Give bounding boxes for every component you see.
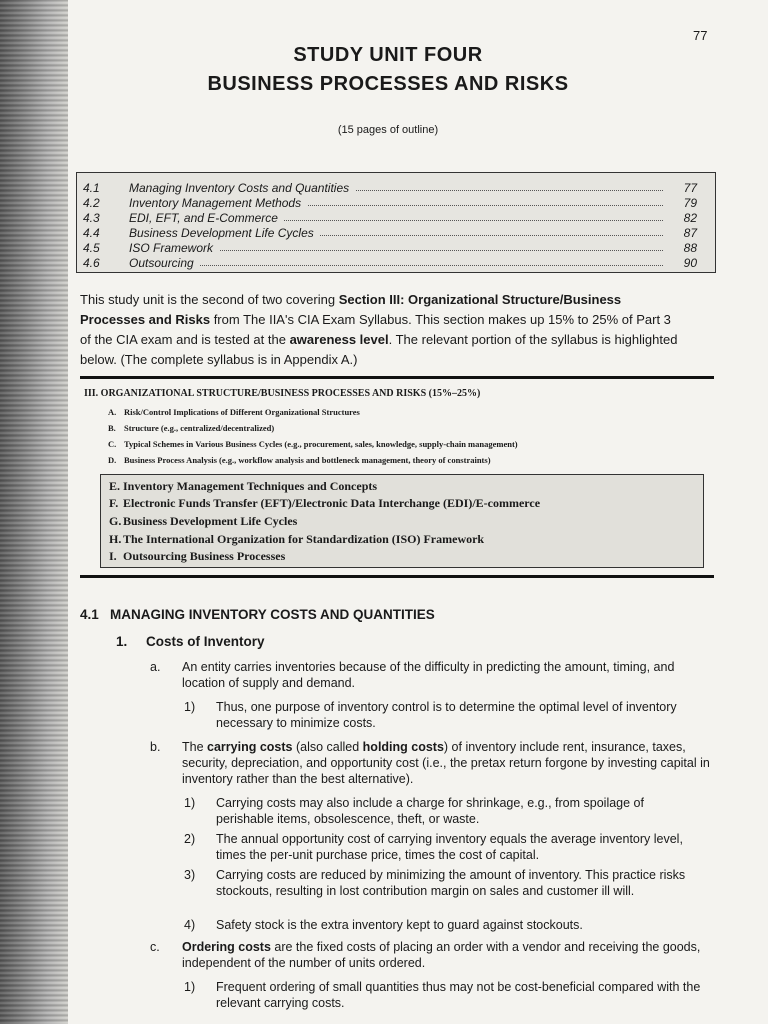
toc-title: Business Development Life Cycles <box>129 226 320 240</box>
outline-item-b4: 4) Safety stock is the extra inventory kept to guard against stockouts. <box>184 918 583 932</box>
toc-number: 4.5 <box>83 241 100 255</box>
toc-row[interactable] <box>77 226 715 241</box>
toc-number: 4.2 <box>83 196 100 210</box>
divider-bottom <box>80 575 714 578</box>
toc-row[interactable] <box>77 181 715 196</box>
syllabus-item: D. Business Process Analysis (e.g., workflow analysis and bottleneck management, theory of constraints) <box>108 455 491 465</box>
toc-title: ISO Framework <box>129 241 219 255</box>
toc-title: EDI, EFT, and E-Commerce <box>129 211 284 225</box>
highlighted-item: G. Business Development Life Cycles <box>109 514 298 528</box>
toc-row[interactable] <box>77 196 715 211</box>
toc-number: 4.1 <box>83 181 100 195</box>
outline-item-b3: 3) Carrying costs are reduced by minimizing the amount of inventory. This practice risks stockouts, resulting in lost contribution margin on sales and customer ill will. <box>184 868 686 898</box>
toc-page: 77 <box>683 181 697 195</box>
toc-row[interactable] <box>77 241 715 256</box>
outline-item-b: b. The carrying costs (also called holding costs) of inventory include rent, insurance, taxes, security, depreciation, and opportunity cost (i.e., the pretax return forgone by investing capital in inventory rather than the best alternative). <box>150 740 710 786</box>
syllabus-item: C. Typical Schemes in Various Business Cycles (e.g., procurement, sales, knowledge, supply-chain management) <box>108 439 518 449</box>
toc-title: Outsourcing <box>129 256 200 270</box>
toc-row[interactable] <box>77 211 715 226</box>
highlighted-syllabus-box <box>100 474 704 568</box>
toc-title: Inventory Management Methods <box>129 196 307 210</box>
subsection-heading: 1. Costs of Inventory <box>116 634 265 649</box>
outline-item-a1: 1) Thus, one purpose of inventory control is to determine the optimal level of inventory necessary to minimize costs. <box>184 700 677 730</box>
toc-page: 82 <box>683 211 697 225</box>
toc-page: 88 <box>683 241 697 255</box>
outline-item-a: a. An entity carries inventories because of the difficulty in predicting the amount, timing, and location of supply and demand. <box>150 660 675 690</box>
divider-top <box>80 376 714 379</box>
highlighted-item: E. Inventory Management Techniques and Concepts <box>109 479 378 493</box>
syllabus-item: A. Risk/Control Implications of Different Organizational Structures <box>108 407 360 417</box>
document-page <box>68 0 768 1024</box>
toc-number: 4.3 <box>83 211 100 225</box>
toc-number: 4.4 <box>83 226 100 240</box>
syllabus-heading: III. ORGANIZATIONAL STRUCTURE/BUSINESS PROCESSES AND RISKS (15%–25%) <box>84 388 481 399</box>
table-of-contents <box>76 172 716 273</box>
toc-number: 4.6 <box>83 256 100 270</box>
toc-page: 87 <box>683 226 697 240</box>
highlighted-item: H. The International Organization for Standardization (ISO) Framework <box>109 532 485 546</box>
outline-item-c: c. Ordering costs are the fixed costs of placing an order with a vendor and receiving the goods, independent of the number of units ordered. <box>150 940 701 970</box>
highlighted-item: F. Electronic Funds Transfer (EFT)/Electronic Data Interchange (EDI)/E-commerce <box>109 496 541 510</box>
highlighted-item: I. Outsourcing Business Processes <box>109 549 286 563</box>
toc-row[interactable] <box>77 256 715 271</box>
intro-paragraph: This study unit is the second of two covering Section III: Organizational Structure/Business Processes and Risks from The IIA's CIA Exam Syllabus. This section makes up 15% to 25% of Part 3 of the CIA exam and is tested at the awareness level. The relevant portion of the syllabus is highlighted below. (The complete syllabus is in Appendix A.) <box>80 292 678 367</box>
toc-title: Managing Inventory Costs and Quantities <box>129 181 355 195</box>
book-binding-edge <box>0 0 68 1024</box>
unit-subtitle: BUSINESS PROCESSES AND RISKS <box>207 73 569 95</box>
toc-page: 79 <box>683 196 697 210</box>
toc-page: 90 <box>683 256 697 270</box>
page-number: 77 <box>693 28 708 43</box>
syllabus-item: B. Structure (e.g., centralized/decentralized) <box>108 423 275 433</box>
section-heading: 4.1 MANAGING INVENTORY COSTS AND QUANTITIES <box>80 607 435 622</box>
outline-item-b1: 1) Carrying costs may also include a charge for shrinkage, e.g., from spoilage of perishable items, obsolescence, theft, or waste. <box>184 796 644 826</box>
unit-title: STUDY UNIT FOUR <box>293 44 483 66</box>
toc-leader-dots <box>129 265 663 266</box>
outline-item-b2: 2) The annual opportunity cost of carrying inventory equals the average inventory level, times the per-unit purchase price, times the cost of capital. <box>184 832 683 862</box>
pages-note: (15 pages of outline) <box>337 124 439 136</box>
outline-item-c1: 1) Frequent ordering of small quantities thus may not be cost-beneficial compared with the relevant carrying costs. <box>184 980 701 1010</box>
